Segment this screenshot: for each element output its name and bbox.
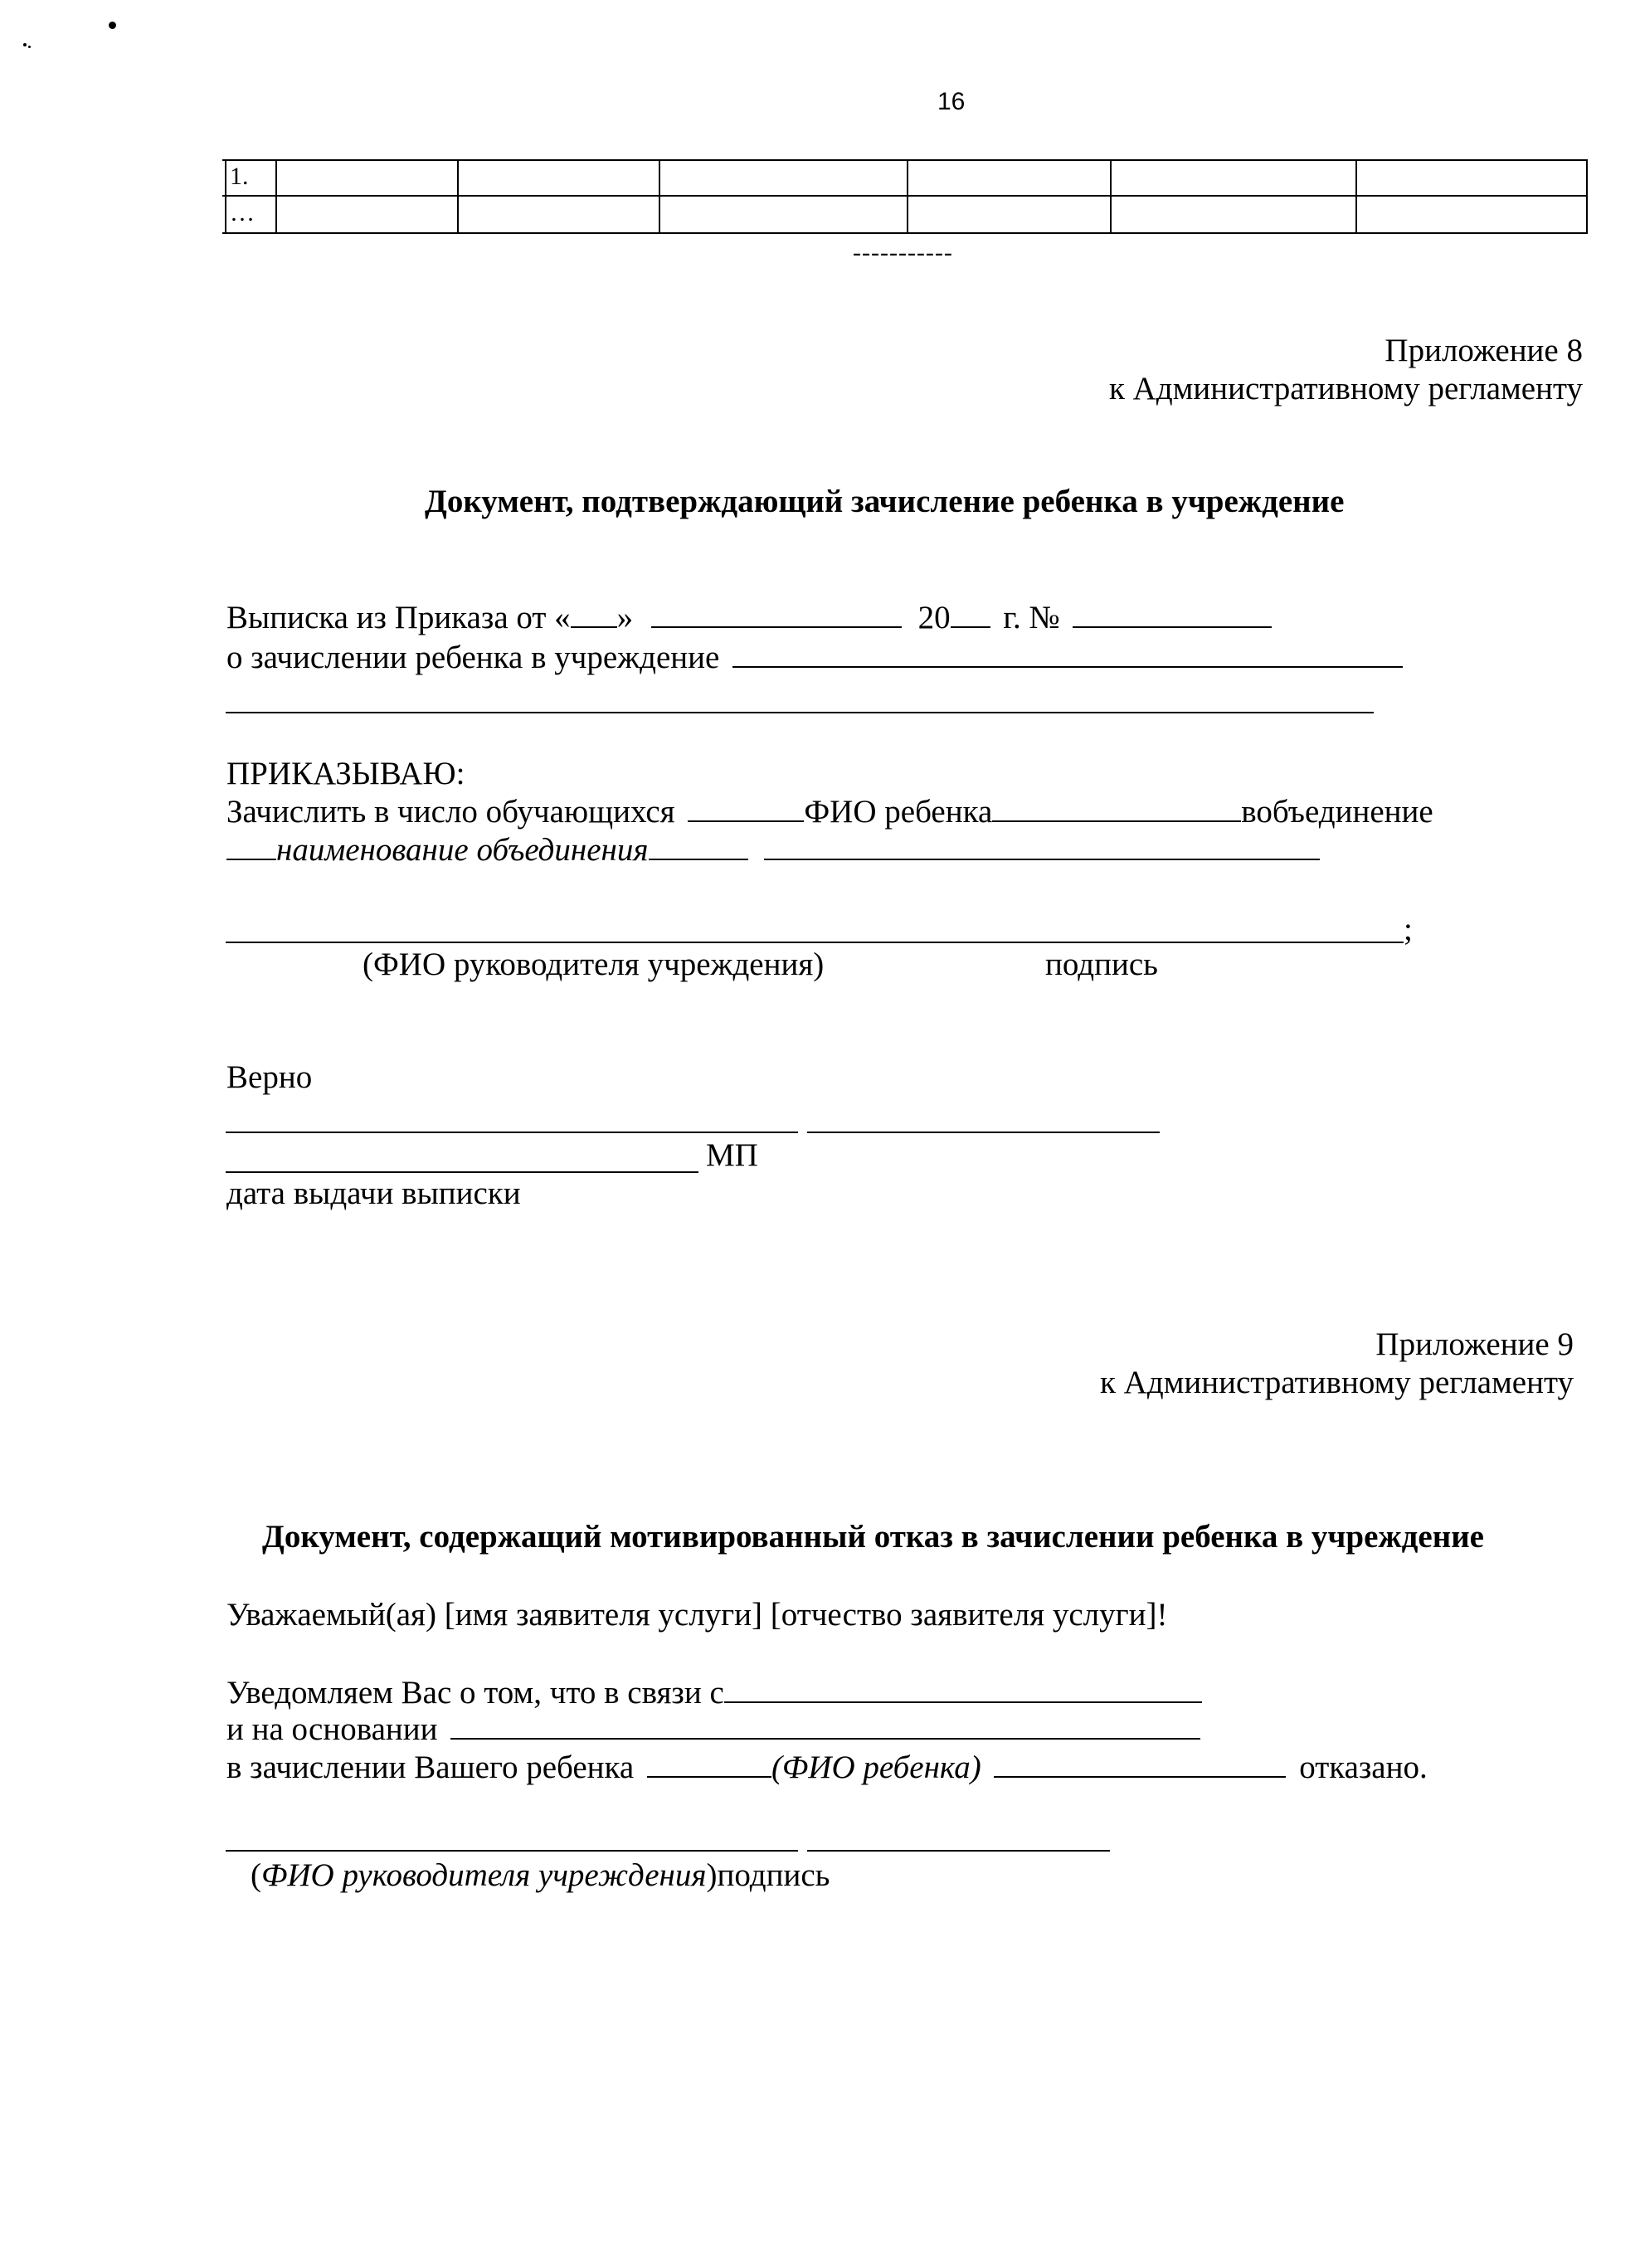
enroll-order-label: Зачислить в число обучающихся	[226, 794, 675, 830]
day-blank	[571, 601, 617, 628]
signature-caption-2: )подпись	[706, 1857, 830, 1893]
basis-line	[226, 1711, 1200, 1749]
appendix8-title: Документ, подтверждающий зачисление ребенка в учреждение	[425, 484, 1345, 519]
institution-blank-cont	[226, 712, 1374, 713]
certify-blank-2	[807, 1132, 1160, 1133]
separator: -----------	[853, 239, 953, 266]
refused-label: отказано.	[1299, 1750, 1428, 1785]
page-number: 16	[937, 88, 966, 115]
refusal-blank-2	[994, 1751, 1286, 1778]
issue-date-caption: дата выдачи выписки	[226, 1175, 521, 1211]
basis-blank	[450, 1713, 1200, 1740]
head-fio-caption: (ФИО руководителя учреждения)	[363, 947, 825, 982]
enroll-line	[226, 639, 1403, 677]
correct-label: Верно	[226, 1059, 313, 1095]
appendix9-reference: к Административному регламенту	[1099, 1365, 1574, 1400]
year-prefix: 20	[917, 600, 951, 635]
greeting: Уважаемый(ая) [имя заявителя услуги] [отчество заявителя услуги]!	[226, 1597, 1168, 1633]
assoc-blank-2	[649, 834, 748, 860]
head-fio-caption-2: ФИО руководителя учреждения	[261, 1857, 707, 1893]
extract-label: Выписка из Приказа от «	[226, 600, 571, 635]
scan-speck	[28, 46, 31, 48]
month-blank	[651, 601, 902, 628]
assoc-blank-1	[226, 834, 276, 860]
extract-line	[226, 599, 1272, 637]
appendix9-title: Документ, содержащий мотивированный отказ в зачислении ребенка в учреждение	[262, 1519, 1484, 1555]
notice-line	[226, 1674, 1202, 1712]
appendix8-label: Приложение 8	[1385, 333, 1583, 368]
certify-blank-1	[226, 1132, 798, 1133]
reason-blank	[724, 1677, 1202, 1703]
scan-speck	[109, 22, 116, 29]
semicolon: ;	[1404, 912, 1413, 947]
enroll-order-line	[226, 793, 1433, 831]
basis-label: и на основании	[226, 1711, 438, 1747]
scan-speck	[23, 43, 27, 46]
enroll-blank-1	[688, 796, 804, 822]
order-heading: ПРИКАЗЫВАЮ:	[226, 756, 465, 791]
notice-label: Уведомляем Вас о том, что в связи с	[226, 1675, 724, 1711]
enroll-label: о зачислении ребенка в учреждение	[226, 640, 720, 675]
order-number-blank	[1073, 601, 1272, 628]
child-fio-caption: (ФИО ребенка)	[771, 1750, 981, 1785]
institution-blank	[732, 641, 1403, 668]
refusal-label: в зачислении Вашего ребенка	[226, 1750, 635, 1785]
head-sign-caption: (ФИО руководителя учреждения)подпись	[251, 1857, 830, 1893]
table-row-number: 1.	[230, 163, 249, 190]
appendix8-reference: к Административному регламенту	[1108, 371, 1583, 406]
table-row-number: …	[230, 199, 255, 226]
child-fio-label: ФИО ребенка	[804, 794, 993, 830]
association-name: наименование объединения	[276, 832, 649, 868]
association-label: вобъединение	[1241, 794, 1433, 830]
head-sign-blank	[226, 942, 1404, 943]
order-number-label: г. №	[1003, 600, 1060, 635]
date-blank	[226, 1171, 698, 1173]
signature-blank-2	[807, 1850, 1110, 1852]
extract-quote-close: »	[616, 600, 634, 635]
refusal-blank-1	[647, 1751, 771, 1778]
association-line	[226, 831, 1320, 869]
assoc-blank-3	[764, 834, 1320, 860]
appendix9-label: Приложение 9	[1375, 1326, 1574, 1362]
head-sign-blank-2	[226, 1850, 798, 1852]
refusal-line	[226, 1749, 1428, 1787]
enroll-blank-2	[992, 796, 1241, 822]
signature-caption: подпись	[1045, 947, 1158, 982]
year-blank	[951, 601, 990, 628]
stamp-label: МП	[706, 1137, 758, 1173]
